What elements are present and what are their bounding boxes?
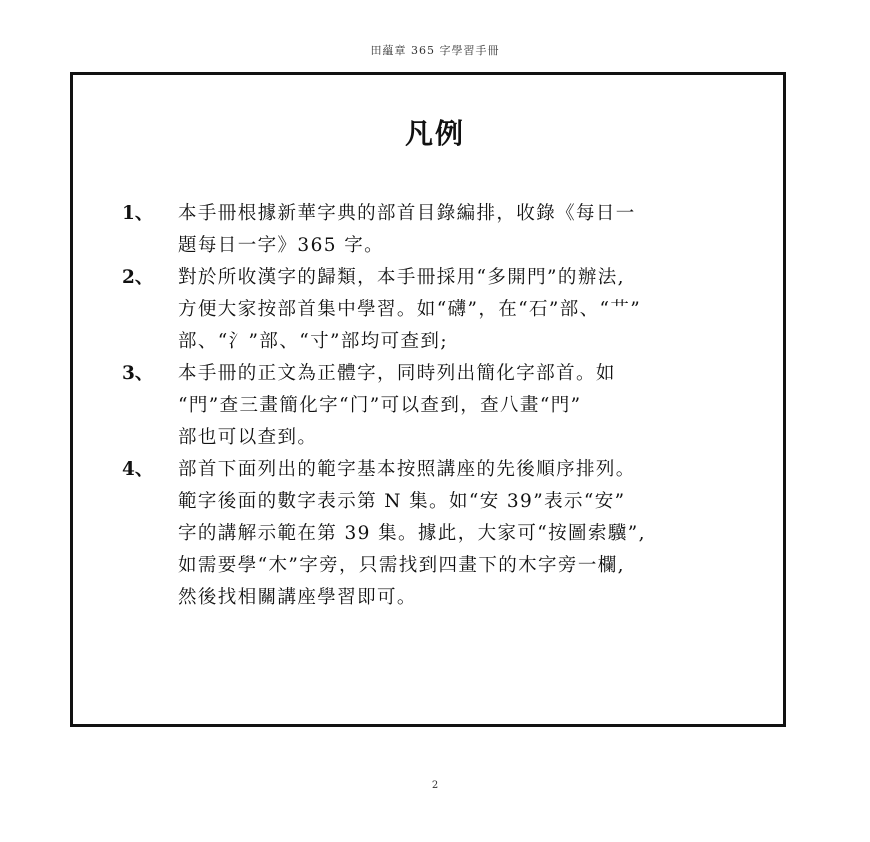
list-item [122,358,782,454]
list-item [122,262,782,358]
item-line: 部首下面列出的範字基本按照講座的先後順序排列。 [178,459,636,480]
item-line: 然後找相關講座學習即可。 [178,587,417,608]
item-line: 本手冊的正文為正體字，同時列出簡化字部首。如 [178,363,616,384]
item-line: 本手冊根據新華字典的部首目錄編排，收錄《每日一 [178,203,636,224]
list-item [122,454,782,614]
item-line: 範字後面的數字表示第 N 集。如“安 39”表示“安” [178,491,626,512]
notes-list [122,198,782,614]
item-line: 題每日一字》365 字。 [178,235,384,256]
item-number: 1、 [122,203,154,224]
item-line: 字的講解示範在第 39 集。據此，大家可“按圖索驥”, [178,523,646,544]
item-line: 部也可以查到。 [178,427,318,448]
item-number: 3、 [122,363,154,384]
item-line: 部、“氵”部、“寸”部均可查到; [178,331,448,352]
item-line: “門”查三畫簡化字“门”可以查到，查八畫“門” [178,395,582,416]
page-title: 凡例 [404,117,465,150]
list-item [122,198,782,262]
item-number: 2、 [122,267,154,288]
item-line: 如需要學“木”字旁，只需找到四畫下的木字旁一欄, [178,555,625,576]
item-number: 4、 [122,459,154,480]
item-line: 方便大家按部首集中學習。如“礴”，在“石”部、“艹” [178,299,642,320]
page-number: 2 [431,780,439,791]
page-header: 田蘊章 365 字學習手冊 [370,44,500,57]
item-line: 對於所收漢字的歸類，本手冊採用“多開門”的辦法, [178,267,625,288]
